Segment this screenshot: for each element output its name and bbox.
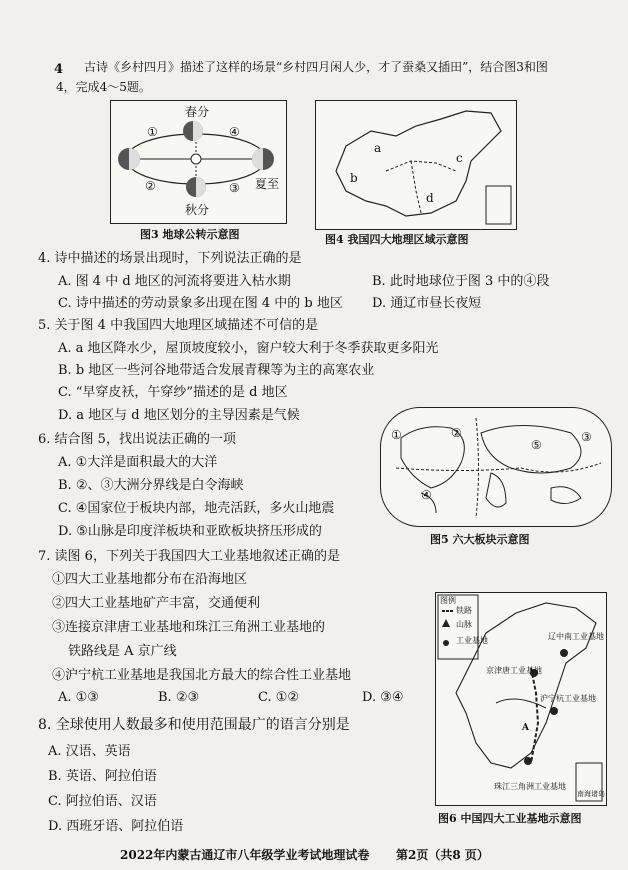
figure-4-caption: 图4 我国四大地理区域示意图 xyxy=(325,233,469,246)
region-d-label: d xyxy=(426,191,434,205)
figure-6-caption: 图6 中国四大工业基地示意图 xyxy=(438,812,582,825)
region-c-label: c xyxy=(456,151,463,165)
question-4-option-d: D. 通辽市昼长夜短 xyxy=(372,296,482,311)
spring-equinox-label: 春分 xyxy=(185,105,210,119)
question-7-statement-3-cont: 铁路线是 A 京广线 xyxy=(68,644,177,659)
question-7-stem: 7. 读图 6，下列关于我国四大工业基地叙述正确的是 xyxy=(38,549,340,564)
orbit-segment-3: ③ xyxy=(229,181,240,195)
plate-marker-4: ④ xyxy=(421,488,432,502)
china-outline-map xyxy=(316,101,516,229)
label-zhujiang: 珠江三角洲工业基地 xyxy=(494,782,566,791)
question-6-stem: 6. 结合图 5，找出说法正确的一项 xyxy=(38,432,236,447)
question-7-statement-1: ①四大工业基地都分布在沿海地区 xyxy=(52,572,248,587)
orbit-segment-1: ① xyxy=(147,125,158,139)
intro-question-number: 4 xyxy=(54,62,64,77)
south-china-sea-islands-label: 南海诸岛 xyxy=(577,790,605,798)
question-8-option-b: B. 英语、阿拉伯语 xyxy=(48,769,157,784)
autumn-equinox-label: 秋分 xyxy=(185,203,210,217)
question-7-option-b: B. ②③ xyxy=(158,690,200,705)
footer-page-number: 第2页（共8 页） xyxy=(396,848,489,862)
question-6-option-d: D. ⑤山脉是印度洋板块和亚欧板块挤压形成的 xyxy=(58,524,322,539)
region-a-label: a xyxy=(374,141,382,155)
question-5-stem: 5. 关于图 4 中我国四大地理区域描述不可信的是 xyxy=(38,318,319,333)
orbit-segment-2: ② xyxy=(145,179,156,193)
footer-exam-title: 2022年内蒙古通辽市八年级学业考试地理试卷 xyxy=(120,848,370,862)
label-jingjintang: 京津唐工业基地 xyxy=(486,666,542,675)
label-huningHang: 沪宁杭工业基地 xyxy=(540,694,596,703)
orbit-segment-4: ④ xyxy=(229,125,240,139)
question-6-option-c: C. ④国家位于板块内部，地壳活跃，多火山地震 xyxy=(58,501,335,516)
question-7-statement-4: ④沪宁杭工业基地是我国北方最大的综合性工业基地 xyxy=(52,668,352,683)
legend-title: 图例 xyxy=(440,596,456,605)
plate-marker-2: ② xyxy=(451,426,462,440)
question-8-stem: 8. 全球使用人数最多和使用范围最广的语言分别是 xyxy=(38,717,350,733)
question-7-statement-3: ③连接京津唐工业基地和珠江三角洲工业基地的 xyxy=(52,620,326,635)
question-5-option-c: C. “早穿皮袄，午穿纱”描述的是 d 地区 xyxy=(58,385,288,400)
world-plates-map xyxy=(381,408,611,526)
question-4-stem: 4. 诗中描述的场景出现时，下列说法正确的是 xyxy=(38,251,302,266)
region-b-label: b xyxy=(350,171,358,185)
question-5-option-d: D. a 地区与 d 地区划分的主导因素是气候 xyxy=(58,408,300,423)
plate-marker-5: ⑤ xyxy=(531,438,542,452)
question-7-statement-2: ②四大工业基地矿产丰富，交通便利 xyxy=(52,596,261,611)
intro-line-2: 4，完成4～5题。 xyxy=(56,80,151,94)
legend-rail: 铁路 xyxy=(456,606,472,615)
question-4-option-b: B. 此时地球位于图 3 中的④段 xyxy=(372,274,550,289)
legend-mountain: 山脉 xyxy=(456,620,472,629)
question-7-option-c: C. ①② xyxy=(258,690,300,705)
question-7-option-a: A. ①③ xyxy=(58,690,99,705)
question-8-option-d: D. 西班牙语、阿拉伯语 xyxy=(48,819,184,834)
question-5-option-a: A. a 地区降水少，屋顶坡度较小，窗户较大利于冬季获取更多阳光 xyxy=(58,341,439,356)
figure-6-industrial-bases-map xyxy=(435,592,607,806)
railway-a-label: A xyxy=(522,723,529,733)
summer-solstice-label: 夏至 xyxy=(255,177,280,191)
figure-4-china-regions-map xyxy=(315,100,517,230)
legend-industry: 工业基地 xyxy=(456,636,488,645)
question-6-option-b: B. ②、③大洲分界线是白令海峡 xyxy=(58,478,244,493)
figure-3-earth-revolution xyxy=(110,100,287,224)
figure-3-caption: 图3 地球公转示意图 xyxy=(140,228,240,241)
plate-marker-3: ③ xyxy=(581,430,592,444)
figure-5-caption: 图5 六大板块示意图 xyxy=(430,533,530,546)
question-6-option-a: A. ①大洋是面积最大的大洋 xyxy=(58,455,218,470)
question-5-option-b: B. b 地区一些河谷地带适合发展青稞等为主的高寒农业 xyxy=(58,363,375,378)
intro-line-1: 古诗《乡村四月》描述了这样的场景“乡村四月闲人少，才了蚕桑又插田”，结合图3和图 xyxy=(84,60,548,74)
label-liaozhongnan: 辽中南工业基地 xyxy=(548,632,604,641)
question-4-option-c: C. 诗中描述的劳动景象多出现在图 4 中的 b 地区 xyxy=(58,296,343,311)
plate-marker-1: ① xyxy=(391,428,402,442)
question-7-option-d: D. ③④ xyxy=(362,690,404,705)
question-8-option-c: C. 阿拉伯语、汉语 xyxy=(48,794,157,809)
question-4-option-a: A. 图 4 中 d 地区的河流将要进入枯水期 xyxy=(58,274,291,289)
figure-5-plates-map xyxy=(380,407,612,527)
question-8-option-a: A. 汉语、英语 xyxy=(48,744,131,759)
